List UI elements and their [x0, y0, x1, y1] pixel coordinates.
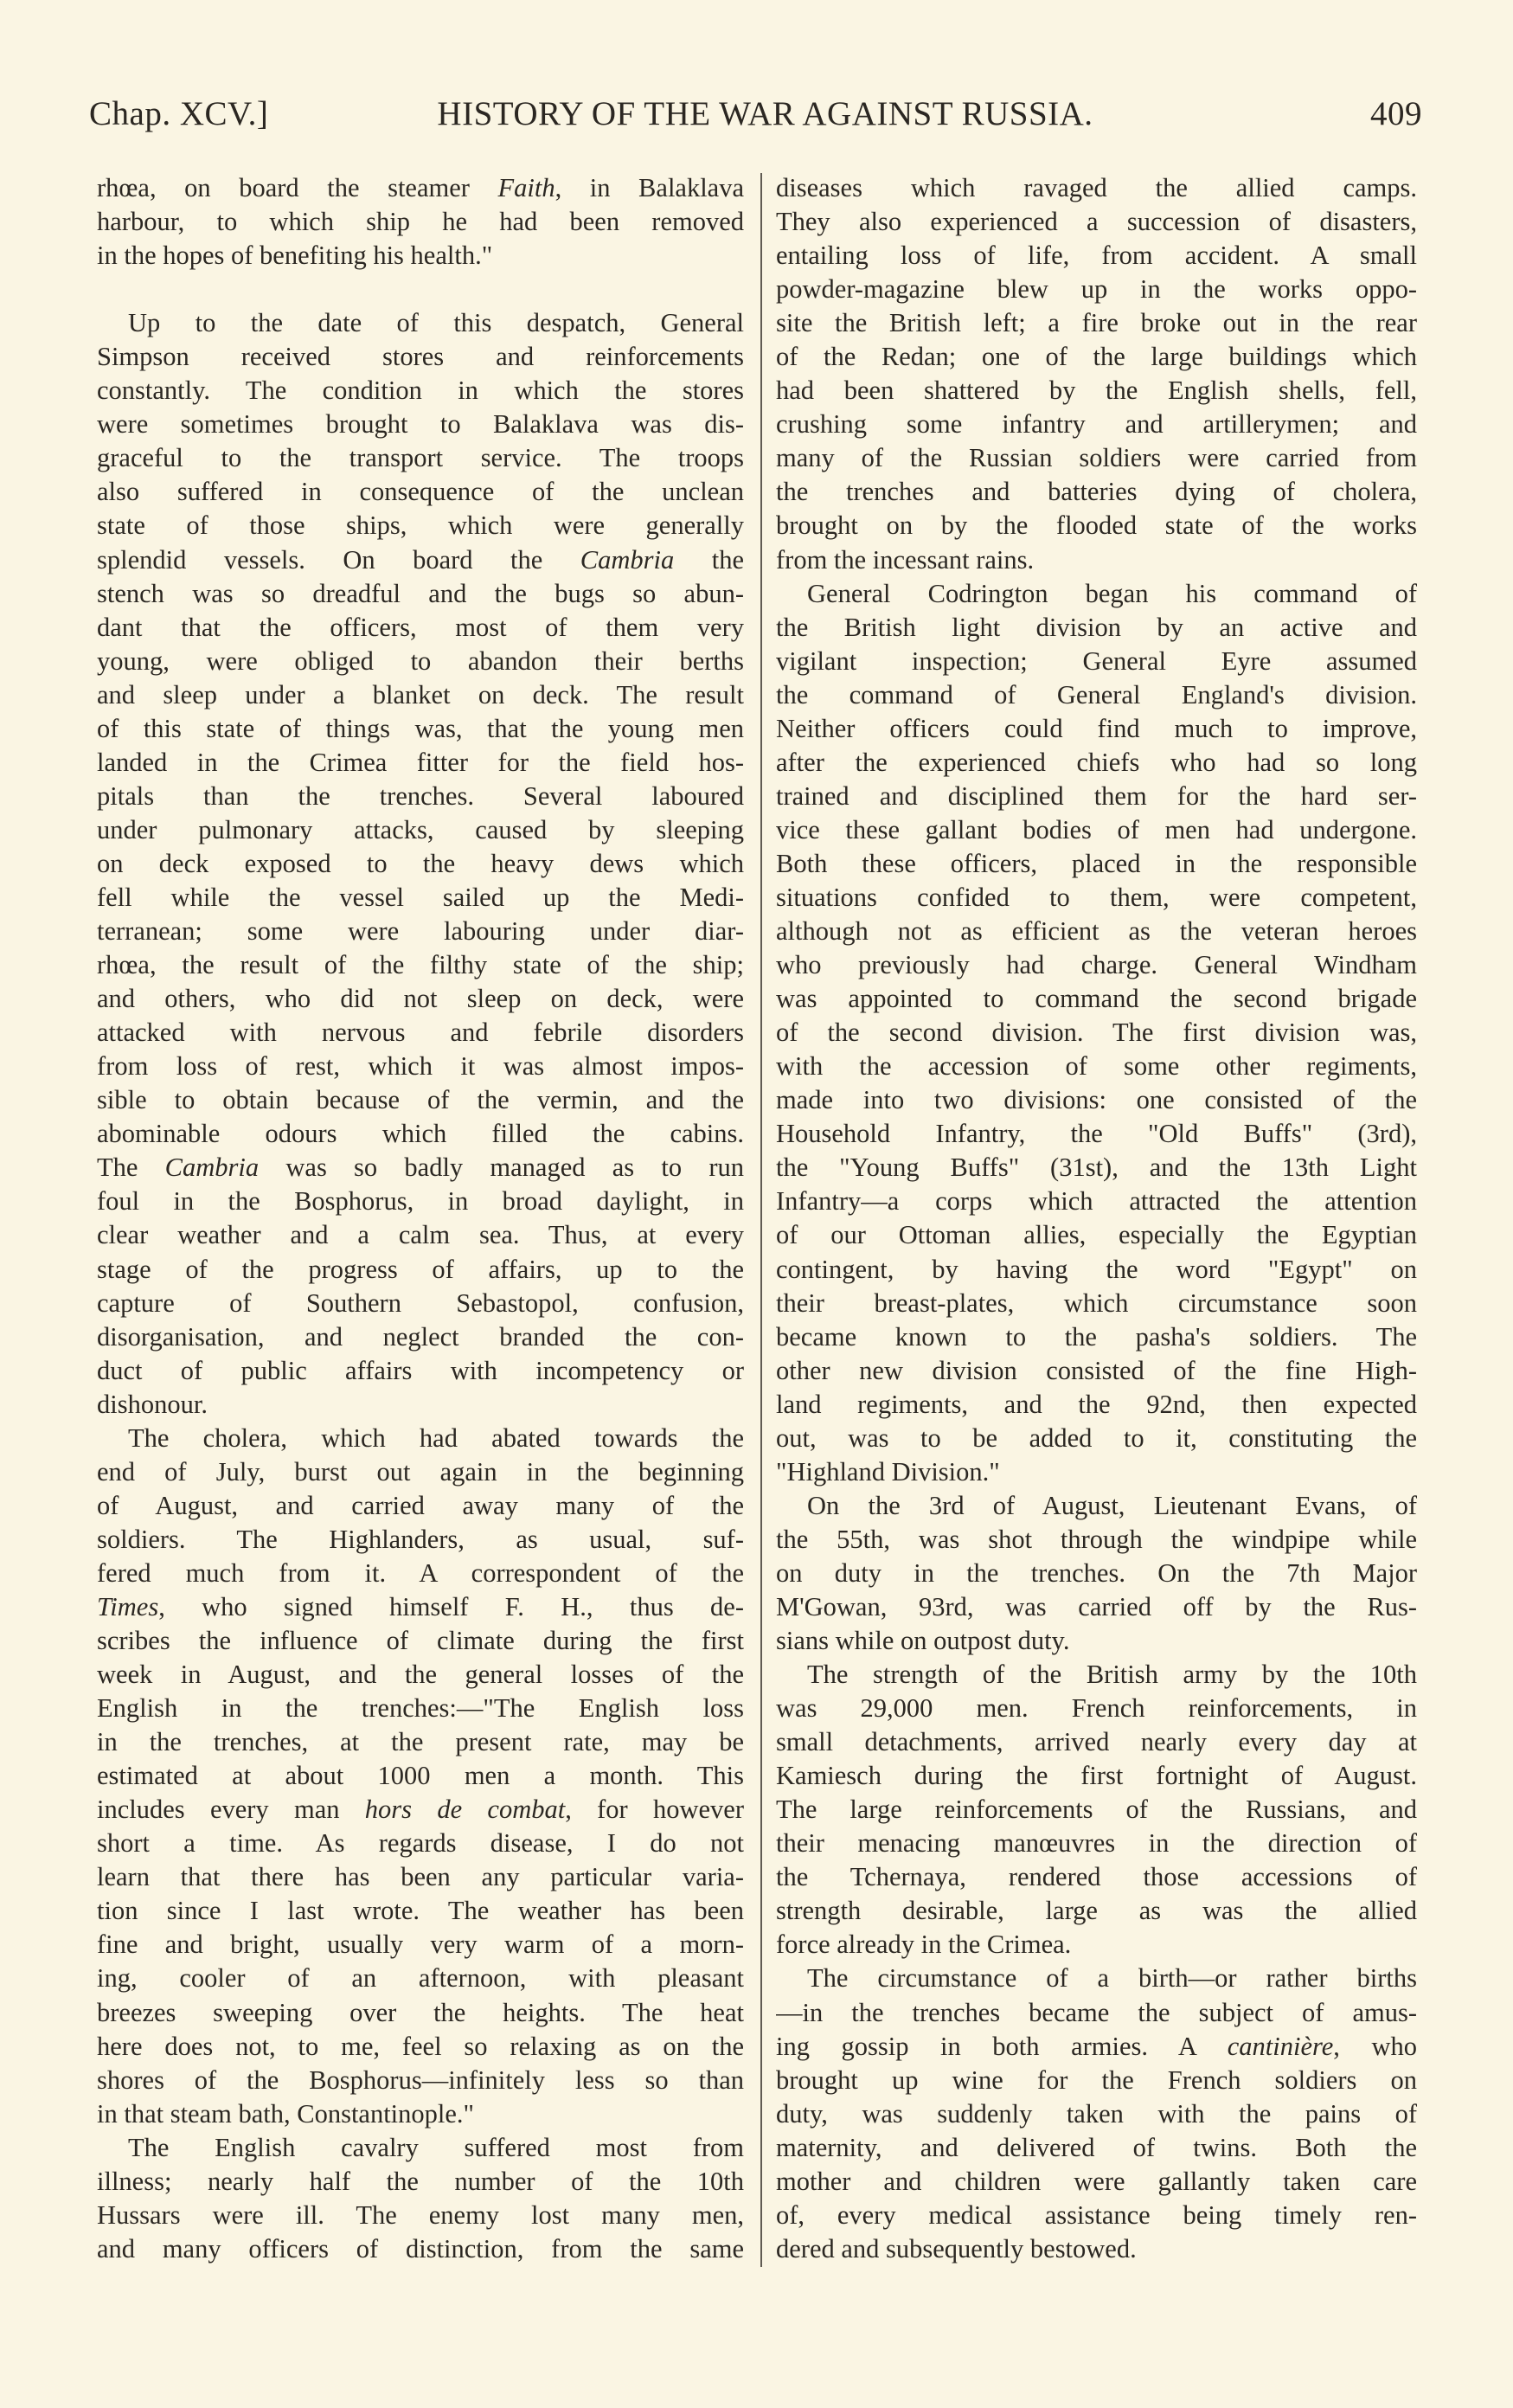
text-segment: Household Infantry, the "Old Buffs" (3rd),	[776, 1119, 1417, 1149]
text-line	[97, 1287, 744, 1320]
text-segment: from the incessant rains.	[776, 544, 1035, 575]
text-segment: trained and disciplined them for the hard ser-	[776, 780, 1417, 811]
text-line	[776, 1455, 1417, 1489]
text-segment: rhœa, the result of the filthy state of the ship;	[97, 950, 744, 980]
text-line	[97, 1658, 744, 1692]
paragraph	[97, 171, 744, 273]
text-line	[776, 171, 1417, 205]
text-segment: dered and subsequently bestowed.	[776, 2233, 1137, 2264]
text-line	[776, 205, 1417, 239]
italic-text: Cambria	[164, 1153, 260, 1183]
paragraph	[97, 306, 744, 1422]
text-segment: learn that there has been any particular varia-	[97, 1862, 744, 1892]
text-segment: M'Gowan, 93rd, was carried off by the Rus-	[776, 1591, 1417, 1621]
page-number: 409	[1370, 95, 1422, 132]
italic-text: Faith	[497, 173, 555, 202]
text-segment: in that steam bath, Constantinople."	[97, 2098, 474, 2129]
text-segment: their menacing manœuvres in the direction of	[776, 1828, 1417, 1859]
text-line	[97, 1151, 744, 1185]
text-segment: They also experienced a succession of disasters,	[776, 207, 1417, 237]
text-line	[776, 1253, 1417, 1287]
text-line	[776, 1050, 1417, 1083]
text-segment: the British light division by an active and	[776, 612, 1417, 642]
text-segment: was 29,000 men. French reinforcements, in	[776, 1693, 1417, 1724]
text-line	[97, 746, 744, 780]
text-line	[776, 1523, 1417, 1557]
italic-text: Cambria	[580, 544, 675, 575]
text-segment: of this state of things was, that the young men	[97, 713, 744, 743]
text-segment: "Highland Division."	[776, 1456, 1000, 1487]
text-line	[776, 948, 1417, 982]
text-segment: pitals than the trenches. Several laboured	[97, 780, 744, 811]
text-line	[776, 408, 1417, 441]
text-segment: estimated at about 1000 men a month. This	[97, 1761, 744, 1791]
text-line	[97, 678, 744, 712]
text-line	[97, 1894, 744, 1928]
text-segment: soldiers. The Highlanders, as usual, suf-	[97, 1524, 744, 1554]
text-segment: duct of public affairs with incompetency or	[97, 1355, 744, 1385]
text-line	[776, 1016, 1417, 1050]
text-line	[97, 1557, 744, 1590]
text-line	[97, 340, 744, 374]
text-line	[97, 1996, 744, 2030]
text-segment: young, were obliged to abandon their berths	[97, 645, 744, 676]
text-line	[97, 171, 744, 205]
text-segment: Up to the date of this despatch, General	[128, 308, 744, 338]
text-line	[776, 1354, 1417, 1388]
text-segment: splendid vessels. On board the	[97, 544, 580, 575]
text-line	[97, 1422, 744, 1455]
text-line	[97, 611, 744, 645]
text-segment: under pulmonary attacks, caused by sleeping	[97, 814, 744, 844]
text-segment: were sometimes brought to Balaklava was dis-	[97, 409, 744, 440]
text-segment: ing gossip in both armies. A	[776, 2031, 1228, 2061]
text-line	[97, 475, 744, 509]
text-line	[97, 1759, 744, 1793]
text-segment: diseases which ravaged the allied camps.	[776, 173, 1417, 202]
text-segment: Simpson received stores and reinforcements	[97, 342, 744, 372]
text-line	[97, 1218, 744, 1252]
text-line	[776, 1725, 1417, 1759]
text-segment: from loss of rest, which it was almost impos-	[97, 1051, 744, 1082]
text-segment: shores of the Bosphorus—infinitely less so than	[97, 2064, 744, 2095]
text-line	[97, 1725, 744, 1759]
text-segment: Neither officers could find much to improve,	[776, 713, 1417, 743]
text-line	[97, 1388, 744, 1422]
text-line	[97, 982, 744, 1016]
text-segment: also suffered in consequence of the unclean	[97, 477, 744, 507]
text-line	[776, 509, 1417, 543]
text-line	[97, 1692, 744, 1725]
text-line	[97, 2165, 744, 2199]
text-line	[776, 780, 1417, 813]
text-segment: ing, cooler of an afternoon, with pleasant	[97, 1963, 744, 1994]
text-line	[97, 948, 744, 982]
text-segment: includes every man	[97, 1795, 365, 1825]
text-segment: was appointed to command the second brigade	[776, 984, 1417, 1014]
text-line	[97, 1253, 744, 1287]
text-segment: , for however	[565, 1795, 744, 1825]
text-segment: the command of General England's division.	[776, 679, 1417, 710]
paragraph	[97, 1422, 744, 2131]
text-line	[97, 1050, 744, 1083]
text-line	[776, 2131, 1417, 2165]
text-segment: vigilant inspection; General Eyre assumed	[776, 645, 1417, 676]
text-segment: contingent, by having the word "Egypt" on	[776, 1254, 1417, 1284]
paragraph	[776, 1489, 1417, 1658]
text-segment: powder-magazine blew up in the works oppo-	[776, 274, 1417, 305]
text-segment: sible to obtain because of the vermin, and the	[97, 1085, 744, 1115]
text-line	[776, 611, 1417, 645]
paragraph	[776, 1962, 1417, 2265]
text-segment: fered much from it. A correspondent of the	[97, 1557, 744, 1588]
text-line	[97, 509, 744, 543]
text-line	[97, 543, 744, 577]
text-segment: Kamiesch during the first fortnight of August.	[776, 1761, 1417, 1791]
text-segment: dishonour.	[97, 1389, 208, 1419]
text-segment: week in August, and the general losses of the	[97, 1660, 744, 1690]
text-line	[97, 441, 744, 475]
text-line	[97, 1489, 744, 1523]
text-segment: entailing loss of life, from accident. A small	[776, 241, 1417, 271]
text-line	[776, 813, 1417, 847]
text-segment: in the trenches, at the present rate, may be	[97, 1727, 744, 1757]
text-line	[776, 1928, 1417, 1962]
text-segment: dant that the officers, most of them very	[97, 612, 744, 642]
text-line	[776, 1692, 1417, 1725]
text-segment: state of those ships, which were generally	[97, 510, 744, 541]
text-segment: land regiments, and the 92nd, then expected	[776, 1389, 1417, 1419]
text-segment: breezes sweeping over the heights. The heat	[97, 1997, 744, 2027]
text-segment: clear weather and a calm sea. Thus, at every	[97, 1220, 744, 1250]
running-head-chapter: Chap. XCV.]	[89, 95, 269, 132]
text-line	[776, 1827, 1417, 1860]
text-segment: small detachments, arrived nearly every day at	[776, 1727, 1417, 1757]
text-line	[776, 1083, 1417, 1117]
text-segment: end of July, burst out again in the beginning	[97, 1456, 744, 1487]
text-line	[776, 1557, 1417, 1590]
text-segment: the	[674, 544, 744, 575]
running-head-title: HISTORY OF THE WAR AGAINST RUSSIA.	[437, 95, 1093, 132]
text-segment: short a time. As regards disease, I do not	[97, 1828, 744, 1859]
text-segment: rhœa, on board the steamer	[97, 173, 498, 202]
text-segment: in the hopes of benefiting his health."	[97, 241, 493, 271]
text-line	[97, 1590, 744, 1624]
text-line	[776, 577, 1417, 611]
text-segment: tion since I last wrote. The weather has been	[97, 1896, 744, 1926]
text-line	[97, 915, 744, 948]
text-line	[97, 205, 744, 239]
text-segment: The strength of the British army by the 10th	[807, 1660, 1417, 1690]
text-line	[776, 1590, 1417, 1624]
text-segment: graceful to the transport service. The troops	[97, 443, 744, 473]
text-segment: General Codrington began his command of	[807, 578, 1417, 608]
text-segment: maternity, and delivered of twins. Both the	[776, 2132, 1417, 2162]
text-segment: The cholera, which had abated towards the	[128, 1422, 744, 1453]
text-line	[97, 1320, 744, 1354]
text-line	[776, 746, 1417, 780]
text-segment: constantly. The condition in which the stores	[97, 376, 744, 406]
text-segment: became known to the pasha's soldiers. The	[776, 1321, 1417, 1352]
paragraph	[776, 171, 1417, 577]
text-line	[776, 1793, 1417, 1827]
text-line	[97, 1083, 744, 1117]
text-segment: other new division consisted of the fine High-	[776, 1355, 1417, 1385]
text-segment: The English cavalry suffered most from	[128, 2132, 744, 2162]
text-line	[776, 712, 1417, 746]
text-line	[776, 1489, 1417, 1523]
text-segment: , who	[1333, 2031, 1417, 2061]
text-segment: and many officers of distinction, from the same	[97, 2233, 744, 2264]
text-line	[776, 2097, 1417, 2131]
text-line	[97, 2232, 744, 2266]
text-line	[776, 645, 1417, 678]
paragraph	[776, 1658, 1417, 1962]
text-line	[97, 847, 744, 881]
text-line	[776, 475, 1417, 509]
text-line	[776, 306, 1417, 340]
text-line	[776, 2030, 1417, 2064]
text-segment: foul in the Bosphorus, in broad daylight, in	[97, 1186, 744, 1217]
text-segment: of our Ottoman allies, especially the Egyptian	[776, 1220, 1417, 1250]
text-line	[97, 2030, 744, 2064]
italic-text: Times	[97, 1591, 159, 1621]
text-segment: the Tchernaya, rendered those accessions of	[776, 1862, 1417, 1892]
text-line	[97, 2064, 744, 2097]
text-line	[97, 1928, 744, 1962]
text-segment: sians while on outpost duty.	[776, 1626, 1070, 1656]
text-segment: strength desirable, large as was the allied	[776, 1896, 1417, 1926]
text-segment: who previously had charge. General Windham	[776, 950, 1417, 980]
text-line	[97, 306, 744, 340]
text-segment: terranean; some were labouring under diar-	[97, 916, 744, 947]
text-segment: of the second division. The first division was,	[776, 1018, 1417, 1048]
text-segment: Both these officers, placed in the responsible	[776, 848, 1417, 878]
text-segment: the "Young Buffs" (31st), and the 13th Light	[776, 1153, 1417, 1183]
text-line	[97, 1860, 744, 1894]
paragraph	[776, 577, 1417, 1489]
text-line	[776, 881, 1417, 915]
text-segment: and sleep under a blanket on deck. The result	[97, 679, 744, 710]
text-segment: force already in the Crimea.	[776, 1930, 1072, 1960]
text-line	[97, 813, 744, 847]
text-line	[97, 1962, 744, 1995]
text-segment: of the Redan; one of the large buildings which	[776, 342, 1417, 372]
text-segment: vice these gallant bodies of men had undergone.	[776, 814, 1417, 844]
text-line	[776, 2165, 1417, 2199]
text-segment: the trenches and batteries dying of cholera,	[776, 477, 1417, 507]
text-segment: although not as efficient as the veteran heroes	[776, 916, 1417, 947]
text-line	[97, 1793, 744, 1827]
text-segment: scribes the influence of climate during the first	[97, 1626, 744, 1656]
text-segment: English in the trenches:—"The English loss	[97, 1693, 744, 1724]
text-segment: on duty in the trenches. On the 7th Major	[776, 1557, 1417, 1588]
text-segment: harbour, to which ship he had been removed	[97, 207, 744, 237]
text-line	[776, 239, 1417, 273]
text-segment: , in Balaklava	[555, 173, 744, 202]
text-line	[97, 2199, 744, 2232]
text-segment: fell while the vessel sailed up the Medi-	[97, 882, 744, 912]
text-column-left	[97, 171, 744, 2266]
text-line	[776, 678, 1417, 712]
text-line	[97, 1827, 744, 1860]
text-line	[776, 915, 1417, 948]
text-line	[776, 1422, 1417, 1455]
text-line	[97, 408, 744, 441]
text-segment: On the 3rd of August, Lieutenant Evans, of	[807, 1490, 1417, 1520]
text-line	[97, 780, 744, 813]
text-line	[776, 1962, 1417, 1995]
paragraph	[97, 2131, 744, 2266]
text-segment: landed in the Crimea fitter for the field hos-	[97, 747, 744, 777]
text-segment: many of the Russian soldiers were carried from	[776, 443, 1417, 473]
text-line	[776, 2232, 1417, 2266]
text-segment: The circumstance of a birth—or rather births	[807, 1963, 1417, 1994]
text-line	[97, 1523, 744, 1557]
text-segment: their breast-plates, which circumstance soon	[776, 1287, 1417, 1318]
text-segment: capture of Southern Sebastopol, confusion,	[97, 1287, 744, 1318]
text-line	[776, 847, 1417, 881]
text-line	[97, 1624, 744, 1658]
text-line	[776, 1117, 1417, 1151]
text-segment: here does not, to me, feel so relaxing as on the	[97, 2031, 744, 2061]
text-line	[776, 1658, 1417, 1692]
text-line	[776, 273, 1417, 306]
text-line	[776, 2064, 1417, 2097]
text-segment: fine and bright, usually very warm of a morn-	[97, 1930, 744, 1960]
text-line	[97, 577, 744, 611]
text-segment: , who signed himself F. H., thus de-	[158, 1591, 744, 1621]
text-segment: site the British left; a fire broke out in the rear	[776, 308, 1417, 338]
text-line	[776, 1388, 1417, 1422]
text-segment: illness; nearly half the number of the 10th	[97, 2166, 744, 2196]
text-segment: had been shattered by the English shells, fell,	[776, 376, 1417, 406]
italic-text: hors de combat	[364, 1795, 566, 1825]
text-line	[776, 1320, 1417, 1354]
text-segment: of August, and carried away many of the	[97, 1490, 744, 1520]
text-line	[776, 1894, 1417, 1928]
text-line	[776, 1287, 1417, 1320]
text-line	[776, 340, 1417, 374]
text-line	[97, 1455, 744, 1489]
text-segment: on deck exposed to the heavy dews which	[97, 848, 744, 878]
text-line	[97, 1117, 744, 1151]
text-line	[776, 1218, 1417, 1252]
text-segment: mother and children were gallantly taken care	[776, 2166, 1417, 2196]
text-line	[97, 239, 744, 273]
text-line	[97, 2131, 744, 2165]
text-segment: The	[97, 1153, 165, 1183]
text-line	[776, 1759, 1417, 1793]
text-segment: stench was so dreadful and the bugs so abun-	[97, 578, 744, 608]
text-line	[776, 374, 1417, 408]
text-segment: —in the trenches became the subject of amus-	[776, 1997, 1417, 2027]
text-segment: situations confided to them, were competent,	[776, 882, 1417, 912]
text-segment: brought on by the flooded state of the works	[776, 510, 1417, 541]
text-line	[776, 441, 1417, 475]
text-line	[776, 1996, 1417, 2030]
text-segment: abominable odours which filled the cabins.	[97, 1119, 744, 1149]
text-segment: Infantry—a corps which attracted the attention	[776, 1186, 1417, 1217]
text-line	[97, 712, 744, 746]
text-segment: attacked with nervous and febrile disorders	[97, 1018, 744, 1048]
text-segment: duty, was suddenly taken with the pains of	[776, 2098, 1417, 2129]
text-segment: disorganisation, and neglect branded the con-	[97, 1321, 744, 1352]
text-segment: out, was to be added to it, constituting the	[776, 1422, 1417, 1453]
text-line	[776, 1624, 1417, 1658]
text-line	[776, 543, 1417, 577]
text-line	[776, 982, 1417, 1016]
text-segment: brought up wine for the French soldiers on	[776, 2064, 1417, 2095]
text-segment: and others, who did not sleep on deck, were	[97, 984, 744, 1014]
text-column-right	[776, 171, 1417, 2266]
text-line	[97, 2097, 744, 2131]
text-line	[97, 1185, 744, 1218]
text-segment: with the accession of some other regiments,	[776, 1051, 1417, 1082]
text-segment: after the experienced chiefs who had so long	[776, 747, 1417, 777]
text-line	[97, 1354, 744, 1388]
text-line	[97, 1016, 744, 1050]
text-line	[776, 1185, 1417, 1218]
text-segment: Hussars were ill. The enemy lost many men,	[97, 2199, 744, 2230]
text-line	[776, 2199, 1417, 2232]
text-segment: of, every medical assistance being timely ren-	[776, 2199, 1417, 2230]
text-segment: The large reinforcements of the Russians, and	[776, 1795, 1417, 1825]
text-segment: crushing some infantry and artillerymen; and	[776, 409, 1417, 440]
text-segment: was so badly managed as to run	[259, 1153, 744, 1183]
text-segment: made into two divisions: one consisted of the	[776, 1085, 1417, 1115]
text-line	[97, 374, 744, 408]
italic-text: cantinière	[1227, 2031, 1334, 2061]
text-line	[97, 881, 744, 915]
column-divider	[760, 173, 762, 2267]
text-line	[776, 1860, 1417, 1894]
text-line	[97, 645, 744, 678]
text-line	[776, 1151, 1417, 1185]
text-segment: the 55th, was shot through the windpipe while	[776, 1524, 1417, 1554]
text-segment: stage of the progress of affairs, up to the	[97, 1254, 744, 1284]
